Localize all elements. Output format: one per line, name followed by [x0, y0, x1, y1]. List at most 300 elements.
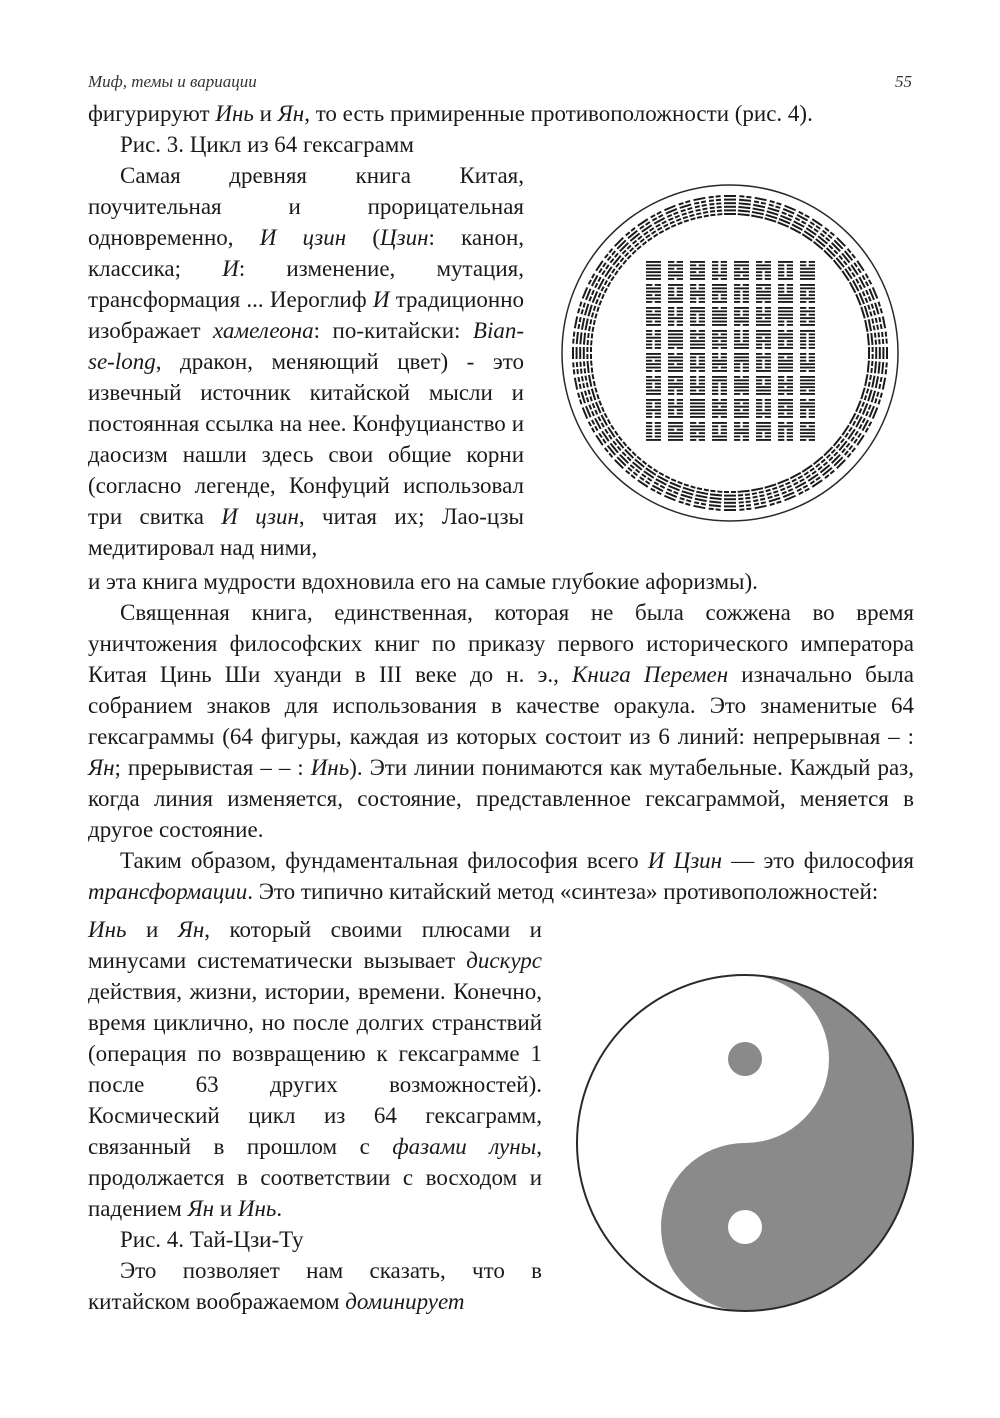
- hexagram-line-solid: [619, 242, 629, 252]
- hexagram-line-solid: [778, 390, 793, 392]
- hexagram-line-solid: [751, 215, 763, 219]
- hexagram-line-broken: [598, 300, 602, 305]
- hexagram-line-solid: [693, 505, 705, 509]
- hexagram-line-broken: [778, 356, 784, 358]
- hexagram-line-broken: [793, 482, 798, 486]
- ring-hexagram: [751, 197, 767, 219]
- hexagram-line-broken: [690, 317, 696, 319]
- hexagram-line-broken: [624, 252, 629, 257]
- hexagram-line-broken: [699, 264, 705, 266]
- hexagram-line-broken: [668, 402, 674, 404]
- hexagram-line-solid: [690, 429, 705, 431]
- hexagram-line-broken: [589, 319, 592, 324]
- hexagram-line-solid: [817, 235, 828, 244]
- hexagram-line-broken: [878, 301, 881, 306]
- hexagram-line-broken: [712, 425, 718, 427]
- hexagram-line-solid: [836, 237, 846, 247]
- hexagram-line-broken: [795, 217, 800, 221]
- hexagram-line-broken: [715, 195, 720, 197]
- hexagram-line-solid: [668, 275, 683, 277]
- hexagram-line-broken: [690, 330, 696, 332]
- hexagram-line-broken: [756, 261, 762, 263]
- hexagram-line-broken: [787, 330, 793, 332]
- hexagram-line-broken: [665, 475, 670, 479]
- grid-hexagram: [712, 376, 727, 395]
- hexagram-line-solid: [734, 271, 749, 273]
- hexagram-line-broken: [677, 307, 683, 309]
- hexagram-line-broken: [756, 383, 762, 385]
- hexagram-line-broken: [699, 314, 705, 316]
- grid-hexagram: [800, 307, 815, 326]
- hexagram-line-broken: [721, 383, 727, 385]
- hexagram-line-broken: [787, 291, 793, 293]
- hexagram-line-broken: [646, 310, 652, 312]
- hexagram-line-broken: [712, 307, 718, 309]
- hexagram-line-solid: [615, 438, 624, 449]
- hexagram-line-solid: [753, 204, 765, 208]
- hexagram-line-broken: [785, 482, 790, 486]
- hexagram-line-broken: [602, 262, 606, 267]
- hexagram-line-solid: [800, 383, 815, 385]
- hexagram-line-broken: [712, 383, 718, 385]
- hexagram-line-solid: [871, 375, 875, 387]
- hexagram-line-solid: [778, 363, 793, 365]
- hexagram-line-broken: [704, 489, 709, 492]
- hexagram-line-solid: [690, 393, 705, 395]
- hexagram-line-broken: [690, 314, 696, 316]
- hexagram-line-solid: [646, 324, 661, 326]
- hexagram-line-broken: [655, 425, 661, 427]
- hexagram-line-solid: [646, 367, 661, 369]
- hexagram-line-broken: [765, 353, 771, 355]
- hexagram-line-broken: [872, 347, 874, 352]
- hexagram-line-broken: [629, 247, 634, 252]
- hexagram-line-broken: [582, 383, 585, 388]
- hexagram-line-solid: [646, 291, 661, 293]
- hexagram-line-solid: [813, 456, 824, 465]
- hexagram-line-broken: [865, 290, 869, 295]
- hexagram-line-broken: [690, 432, 696, 434]
- hexagram-line-broken: [660, 485, 665, 489]
- hexagram-line-broken: [587, 333, 589, 338]
- hexagram-line-broken: [709, 508, 714, 510]
- grid-hexagram: [800, 422, 815, 441]
- hexagram-line-solid: [668, 301, 683, 303]
- hexagram-line-solid: [574, 378, 578, 390]
- hexagram-line-broken: [586, 397, 589, 402]
- hexagram-line-broken: [601, 422, 605, 427]
- hexagram-line-broken: [687, 207, 692, 210]
- hexagram-line-broken: [682, 212, 687, 215]
- hexagram-line-broken: [855, 414, 859, 419]
- grid-hexagram: [778, 353, 793, 372]
- hexagram-line-broken: [646, 340, 652, 342]
- hexagram-line-solid: [646, 409, 661, 411]
- hexagram-line-solid: [690, 386, 705, 388]
- hexagram-line-broken: [618, 265, 623, 270]
- hexagram-line-broken: [806, 474, 811, 478]
- hexagram-line-solid: [587, 361, 590, 373]
- hexagram-line-solid: [756, 376, 771, 378]
- hexagram-line-broken: [743, 393, 749, 395]
- hexagram-line-broken: [734, 330, 740, 332]
- hexagram-line-broken: [677, 291, 683, 293]
- hexagram-line-solid: [778, 370, 793, 372]
- hexagram-line-broken: [847, 248, 852, 253]
- hexagram-line-solid: [576, 347, 578, 359]
- grid-hexagram: [778, 284, 793, 303]
- hexagram-line-broken: [625, 470, 630, 475]
- hexagram-line-solid: [724, 502, 736, 504]
- hexagram-line-broken: [721, 432, 727, 434]
- hexagram-line-broken: [712, 386, 718, 388]
- hexagram-line-solid: [734, 287, 749, 289]
- hexagram-line-solid: [583, 347, 585, 359]
- hexagram-line-broken: [699, 383, 705, 385]
- hexagram-line-solid: [712, 330, 727, 332]
- hexagram-line-solid: [690, 409, 705, 411]
- hexagram-line-broken: [591, 290, 595, 295]
- hexagram-line-solid: [668, 432, 683, 434]
- hexagram-line-broken: [677, 287, 683, 289]
- hexagram-line-broken: [743, 301, 749, 303]
- hexagram-line-solid: [868, 319, 872, 331]
- hexagram-line-broken: [721, 347, 727, 349]
- hexagram-line-broken: [671, 224, 676, 228]
- hexagram-line-broken: [646, 376, 652, 378]
- hexagram-line-broken: [743, 402, 749, 404]
- hexagram-line-broken: [576, 369, 578, 374]
- hexagram-line-broken: [690, 301, 696, 303]
- hexagram-line-broken: [573, 332, 575, 337]
- hexagram-line-broken: [712, 271, 718, 273]
- hexagram-line-broken: [639, 225, 644, 229]
- hexagram-line-solid: [646, 439, 661, 441]
- hexagram-line-solid: [690, 347, 705, 349]
- hexagram-line-broken: [859, 284, 863, 289]
- hexagram-line-broken: [690, 337, 696, 339]
- ring-hexagram: [724, 491, 736, 511]
- hexagram-line-broken: [704, 215, 709, 218]
- hexagram-line-broken: [734, 324, 740, 326]
- hexagram-line-broken: [690, 271, 696, 273]
- hexagram-line-solid: [646, 314, 661, 316]
- hexagram-line-broken: [752, 492, 757, 495]
- hexagram-line-broken: [804, 488, 809, 492]
- hexagram-line-solid: [778, 294, 793, 296]
- hexagram-line-broken: [780, 488, 785, 492]
- hexagram-line-broken: [830, 231, 835, 236]
- hexagram-line-broken: [743, 330, 749, 332]
- hexagram-line-solid: [646, 264, 661, 266]
- ring-hexagram: [751, 487, 767, 509]
- hexagram-line-broken: [775, 206, 780, 209]
- hexagram-line-broken: [743, 409, 749, 411]
- hexagram-line-broken: [743, 314, 749, 316]
- hexagram-line-broken: [787, 264, 793, 266]
- hexagram-line-broken: [617, 446, 622, 451]
- grid-hexagram: [668, 307, 683, 326]
- hexagram-line-broken: [721, 271, 727, 273]
- hexagram-line-solid: [712, 314, 727, 316]
- hexagram-line-broken: [800, 294, 806, 296]
- hexagram-line-broken: [694, 202, 699, 205]
- hexagram-line-broken: [881, 332, 883, 337]
- hexagram-line-broken: [717, 210, 722, 212]
- hexagram-line-solid: [668, 406, 683, 408]
- hexagram-line-solid: [756, 268, 771, 270]
- hexagram-line-broken: [800, 356, 806, 358]
- hexagram-line-broken: [712, 432, 718, 434]
- hexagram-line-broken: [697, 487, 702, 490]
- hexagram-line-broken: [712, 353, 718, 355]
- hexagram-line-broken: [756, 399, 762, 401]
- hexagram-line-broken: [712, 393, 718, 395]
- hexagram-line-broken: [684, 219, 689, 222]
- hexagram-line-broken: [649, 227, 654, 231]
- grid-hexagram: [668, 353, 683, 372]
- hexagram-line-broken: [675, 215, 680, 219]
- hexagram-line-broken: [866, 388, 869, 393]
- hexagram-line-broken: [734, 363, 740, 365]
- hexagram-line-solid: [712, 275, 727, 277]
- hexagram-line-broken: [604, 280, 608, 285]
- hexagram-line-broken: [787, 287, 793, 289]
- hexagram-line-broken: [596, 307, 599, 312]
- hexagram-line-broken: [589, 396, 592, 401]
- hexagram-line-broken: [635, 469, 640, 474]
- hexagram-line-solid: [778, 337, 793, 339]
- hexagram-line-broken: [743, 291, 749, 293]
- hexagram-line-solid: [867, 361, 870, 373]
- hexagram-line-broken: [774, 494, 779, 497]
- hexagram-line-broken: [618, 436, 623, 441]
- hexagram-line-solid: [646, 390, 661, 392]
- hexagram-line-solid: [690, 436, 705, 438]
- hexagram-line-broken: [581, 309, 584, 314]
- hexagram-line-broken: [875, 340, 877, 345]
- hexagram-line-broken: [677, 363, 683, 365]
- hexagram-line-broken: [668, 307, 674, 309]
- hexagram-line-broken: [646, 294, 652, 296]
- hexagram-line-broken: [646, 429, 652, 431]
- hexagram-line-broken: [655, 344, 661, 346]
- grid-hexagram: [734, 330, 749, 349]
- hexagram-line-broken: [658, 214, 663, 218]
- hexagram-line-solid: [668, 356, 683, 358]
- hexagram-line-broken: [787, 379, 793, 381]
- hexagram-line-solid: [875, 376, 879, 388]
- hexagram-line-solid: [756, 340, 771, 342]
- hexagram-line-broken: [843, 260, 848, 265]
- hexagram-line-broken: [781, 211, 786, 215]
- hexagram-line-broken: [699, 422, 705, 424]
- hexagram-line-broken: [668, 314, 674, 316]
- hexagram-line-broken: [601, 407, 605, 412]
- hexagram-line-broken: [643, 231, 648, 235]
- hexagram-line-broken: [808, 224, 813, 228]
- hexagram-line-solid: [710, 493, 722, 496]
- hexagram-line-broken: [587, 389, 590, 394]
- hexagram-line-solid: [755, 505, 767, 509]
- hexagram-line-solid: [756, 425, 771, 427]
- hexagram-line-broken: [586, 347, 588, 352]
- hexagram-line-broken: [868, 404, 872, 409]
- hexagram-line-broken: [787, 321, 793, 323]
- hexagram-line-solid: [841, 253, 850, 264]
- hexagram-line-solid: [800, 402, 815, 404]
- hexagram-line-solid: [734, 360, 749, 362]
- hexagram-line-broken: [809, 344, 815, 346]
- hexagram-line-broken: [743, 310, 749, 312]
- hexagram-line-broken: [871, 318, 874, 323]
- hexagram-line-solid: [836, 257, 845, 268]
- hexagram-line-broken: [655, 422, 661, 424]
- hexagram-line-solid: [617, 240, 627, 250]
- hexagram-line-broken: [850, 436, 854, 441]
- hexagram-line-broken: [646, 406, 652, 408]
- hexagram-line-broken: [846, 443, 851, 448]
- hexagram-line-solid: [734, 264, 749, 266]
- hexagram-line-broken: [800, 409, 806, 411]
- hexagram-line-solid: [646, 271, 661, 273]
- hexagram-line-broken: [591, 411, 595, 416]
- hexagram-line-solid: [693, 197, 705, 201]
- hexagram-line-solid: [778, 278, 793, 280]
- hexagram-line-solid: [738, 490, 750, 493]
- hexagram-line-broken: [610, 425, 614, 430]
- hexagram-line-solid: [778, 399, 793, 401]
- hexagram-line-solid: [738, 206, 750, 209]
- grid-hexagram: [778, 330, 793, 349]
- hexagram-line-solid: [646, 379, 661, 381]
- hexagram-line-broken: [690, 217, 695, 220]
- hexagram-line-solid: [800, 436, 815, 438]
- hexagram-line-broken: [655, 340, 661, 342]
- grid-hexagram: [668, 399, 683, 418]
- hexagram-line-solid: [646, 317, 661, 319]
- ring-hexagram: [709, 195, 723, 216]
- hexagram-line-solid: [712, 379, 727, 381]
- grid-hexagram: [646, 353, 661, 372]
- hexagram-line-broken: [778, 379, 784, 381]
- hexagram-line-broken: [756, 363, 762, 365]
- grid-hexagram: [690, 330, 705, 349]
- hexagram-line-broken: [800, 301, 806, 303]
- hexagram-line-broken: [641, 473, 646, 477]
- hexagram-line-broken: [734, 393, 740, 395]
- hexagram-line-solid: [831, 242, 841, 252]
- hexagram-line-broken: [677, 353, 683, 355]
- hexagram-line-solid: [668, 376, 683, 378]
- hexagram-line-broken: [765, 275, 771, 277]
- hexagram-line-broken: [721, 298, 727, 300]
- hexagram-line-broken: [712, 264, 718, 266]
- hexagram-line-broken: [810, 480, 815, 484]
- hexagram-line-broken: [595, 299, 599, 304]
- hexagram-line-broken: [776, 501, 781, 504]
- hexagram-line-broken: [655, 301, 661, 303]
- hexagram-line-broken: [800, 416, 806, 418]
- hexagram-line-broken: [605, 264, 609, 269]
- hexagram-line-broken: [655, 294, 661, 296]
- hexagram-line-solid: [778, 383, 793, 385]
- hexagram-line-broken: [673, 491, 678, 495]
- hexagram-line-broken: [776, 202, 781, 205]
- hexagram-line-broken: [851, 254, 856, 259]
- hexagram-line-broken: [734, 340, 740, 342]
- hexagram-line-broken: [611, 250, 616, 255]
- hexagram-line-solid: [882, 347, 884, 359]
- hexagram-line-broken: [598, 268, 602, 273]
- grid-hexagram: [646, 307, 661, 326]
- hexagram-line-broken: [701, 503, 706, 506]
- hexagram-line-solid: [815, 238, 826, 247]
- hexagram-line-solid: [800, 298, 815, 300]
- hexagram-line-solid: [833, 260, 842, 271]
- hexagram-line-broken: [645, 234, 650, 238]
- hexagram-line-solid: [823, 250, 833, 260]
- hexagram-line-broken: [821, 459, 826, 464]
- hexagram-line-solid: [690, 291, 705, 293]
- ring-hexagram: [868, 347, 888, 359]
- hexagram-line-solid: [668, 271, 683, 273]
- hexagram-line-solid: [588, 375, 592, 387]
- hexagram-line-solid: [584, 318, 588, 330]
- hexagram-line-broken: [653, 233, 658, 237]
- hexagram-line-solid: [881, 362, 884, 374]
- hexagram-line-broken: [646, 413, 652, 415]
- hexagram-line-broken: [844, 450, 849, 455]
- hexagram-line-broken: [721, 353, 727, 355]
- hexagram-line-broken: [646, 347, 652, 349]
- hexagram-line-broken: [800, 321, 806, 323]
- hexagram-line-broken: [677, 310, 683, 312]
- hexagram-line-broken: [809, 356, 815, 358]
- hexagram-line-solid: [712, 287, 727, 289]
- hexagram-line-broken: [699, 321, 705, 323]
- hexagram-line-broken: [862, 418, 866, 423]
- hexagram-line-broken: [646, 425, 652, 427]
- hexagram-line-broken: [577, 393, 580, 398]
- hexagram-line-solid: [826, 247, 836, 257]
- hexagram-line-solid: [800, 310, 815, 312]
- hexagram-line-solid: [756, 314, 771, 316]
- hexagram-line-broken: [787, 284, 793, 286]
- hexagram-line-broken: [632, 451, 637, 456]
- hexagram-line-solid: [579, 347, 581, 359]
- hexagram-line-solid: [690, 413, 705, 415]
- hexagram-line-broken: [743, 376, 749, 378]
- hexagram-line-broken: [604, 413, 608, 418]
- hexagram-line-solid: [690, 268, 705, 270]
- hexagram-line-broken: [880, 324, 883, 329]
- hexagram-line-broken: [743, 340, 749, 342]
- hexagram-line-broken: [778, 268, 784, 270]
- hexagram-line-broken: [867, 305, 870, 310]
- ring-hexagram: [709, 490, 723, 511]
- hexagram-line-broken: [756, 310, 762, 312]
- hexagram-line-solid: [712, 363, 727, 365]
- ring-hexagram: [864, 374, 886, 390]
- hexagram-line-broken: [865, 298, 869, 303]
- hexagram-line-broken: [637, 456, 642, 461]
- hexagram-line-broken: [677, 413, 683, 415]
- hexagram-line-broken: [734, 291, 740, 293]
- hexagram-line-broken: [869, 375, 872, 380]
- hexagram-line-broken: [653, 468, 658, 472]
- hexagram-line-broken: [851, 272, 855, 277]
